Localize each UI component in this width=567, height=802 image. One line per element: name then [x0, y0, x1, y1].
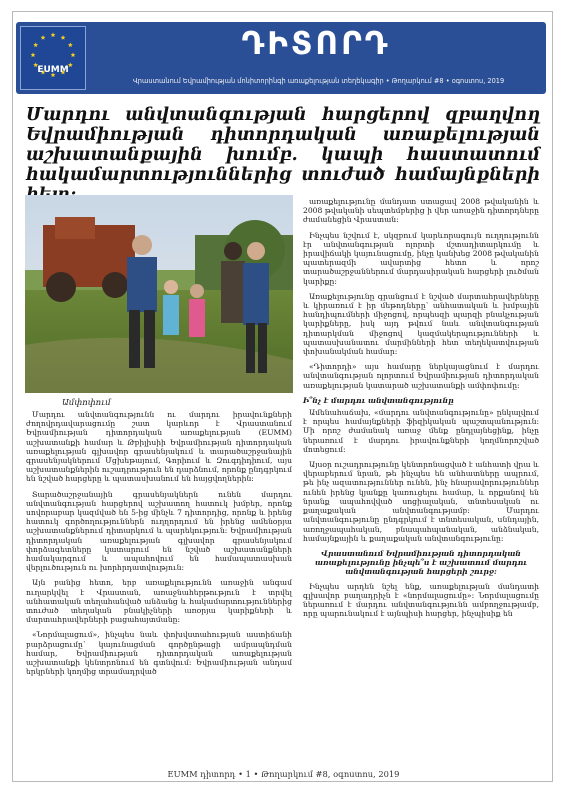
paragraph: Ամենահաճախ, «մարդու անվտանգությունը» ընկալվում է որպես համայնքների ֆիզիկական պաշտպանություն: Մի որոշ ժամանակ առաջ մենք ընդլայնեցինք, ինչը ներառում է մարդու իրավունքների կողմնորոշված մոտեցում:	[303, 408, 539, 454]
star-icon	[33, 42, 38, 47]
star-icon	[68, 42, 73, 47]
photo-illustration	[25, 195, 293, 393]
article-photo	[25, 195, 293, 393]
paragraph: առաքելությունը մանդատ ստացավ 2008 թվականին և 2008 թվականի սեպտեմբերից ի վեր առաջին դիտորդները ժամանեցին Վրաստան:	[303, 197, 539, 225]
article-headline: Մարդու անվտանգության հարցերով զբաղվող Եվրամիության դիտորդական առաքելության աշխատանքային խումբ. կապի հաստատում հակամարտություններից տուժած համայնքների	[26, 105, 540, 185]
eu-stars-icon	[21, 27, 85, 89]
masthead-title: ԴԻՏՈՐԴ	[241, 26, 391, 62]
question-heading: Վրաստանում Եվրամիության դիտորդական առաքելությունը ինչպե՞ս է աշխատում մարդու անվտանգության հարցերի շուրջ:	[314, 548, 528, 577]
subheading: Ի՞նչ է մարդու անվտանգությունը	[303, 395, 454, 405]
paragraph: Մարդու անվտանգությունն ու մարդու իրավունքների ժողովրդավարացումը շատ կարևոր է Վրաստանում Եվրամիության դիտորդական առաքելության (EUMM) աշխատանքի համար և Թբիլիսիի Եվրամիության դիտորդական առաքելության գլխավոր գրասենյակում և տարածաշրջանային գրասենյակներում Մցխեթայում, Գորիում և Զուգդիդիում, այս աշխատանքներին ուշադրություն են դարձնում, որոնք ընդգրկում են նշված հարցերը և պատասխանում են հայցվողներին:	[26, 410, 292, 484]
paragraph: «Նորմալացում», ինչպես նաև փոխվստահության աստիճանի բարձրացումը՝ կայունացման գործընթացի ամրապնդման համար, Եվրամիության դիտորդական առաքելության աշխատանքի կենտրոնում են գտնվում: Եվրամիության անդամ երկրների կողմից տրամադրված	[26, 630, 292, 677]
star-icon	[61, 35, 66, 40]
star-icon	[31, 52, 36, 57]
photo-caption: Ամփոփում	[62, 398, 111, 408]
paragraph: Ինչպես նշվում է, սկզբում կարևորագույն ուղղությունն էր անվտանգության ոլորտի մշտադիտարկումը և իրավիճակի կայունացումը, ինչը կանխեց 2008 թվականին պատերազմի ավարտից հետո և որոշ տարածաշրջաններում մարդասիրական հարցերի լուծման կարիքը:	[303, 230, 539, 286]
logo-text: EUMM	[37, 65, 69, 75]
masthead-bar	[16, 22, 546, 94]
paragraph: Տարածաշրջանային գրասենյակներն ունեն մարդու անվտանգության հարցերով աշխատող հատուկ խմբեր, որոնք սովորաբար կազմված են 5-ից մինչև 7 դիտորդից, որոնք և իրենց հատուկ գործողություններն ուղղորդում են իրենց ամենօրյա աշխատանքներում դիտարկում և պարեկություն: Եվրամիության դիտորդական առաքելության գլխավոր գրասենյակում փորձագետները կատարում են նշված աշխատանքների համակարգում և ապահովում են համապատասխան վերլուծություն ու խորհրդատվություն:	[26, 489, 292, 573]
masthead-subline: Վրաստանում Եվրամիության մոնիտորինգի առաքելության տեղեկագիր • Թողարկում #8 • օգոստոս, 2019	[132, 77, 505, 85]
page-footer: EUMM դիտորդ • 1 • Թողարկում #8, օգոստոս, 2019	[167, 769, 400, 779]
paragraph: Առաքելությունը գրանցում է նշված մարտահրավերները և կիրառում է իր մեթոդները՝ անհատական և խմբային հանդիպումների միջոցով, որպեսզի պարզի բնակչության կարիքները, իսկ այդ թվում նաև անվտանգության դիտարկման միջոցով կազմակերպությունների և պատասխանատու մարմինների հետ տեղեկատվության փոխանակման համար:	[303, 291, 539, 357]
star-icon	[41, 35, 46, 40]
paragraph: «Դիտորդի» այս համարը ներկայացնում է մարդու անվտանգության ոլորտում Եվրամիության դիտորդական առաքելության կատարած աշխատանքի ամփոփումը:	[303, 362, 539, 390]
star-icon	[71, 52, 76, 57]
left-column	[26, 410, 292, 682]
paragraph: Ինչպես արդեն նշել ենք, առաքելության մանդատի գլխավոր բաղադրիչն է «նորմալացումը»: Նորմալացումը ներառում է մարդու անվտանգությունն ամբողջությամբ, որը պարունակում է այնպիսի հարցեր, ինչպիսիք են	[303, 581, 539, 619]
paragraph: Այսօր ուշադրությունը կենտրոնացված է անհատի վրա և վերաբերում նրան, թե ինչպես են անհատները ապրում, թե ինչ ազատություններ ունեն, ինչ հնարավորություններ ունեն իրենց կյանքը կառուցելու համար, և որքանով են նրանք ապահովված սոցիալական, տնտեսական ու քաղաքական անվտանգությամբ: Մարդու անվտանգությունը ընդգրկում է տնտեսական, սննդային, առողջապահական, բնապահպանական, անձնական, համայնքային և քաղաքական անվտանգությունը:	[303, 460, 539, 543]
eumm-logo	[20, 26, 86, 90]
paragraph: Այն բանից հետո, երբ առաքելությունն առաջին անգամ ուղարկվել է Վրաստան, առաջնահերթություն է տրվել անհատական տեղահանված անձանց և հակամարտություններից տուժած տեղական բնակիչների առօրյա կարիքների և մարտահրավերների բացահայտմանը:	[26, 578, 292, 625]
star-icon	[51, 32, 56, 37]
right-column	[303, 197, 539, 624]
